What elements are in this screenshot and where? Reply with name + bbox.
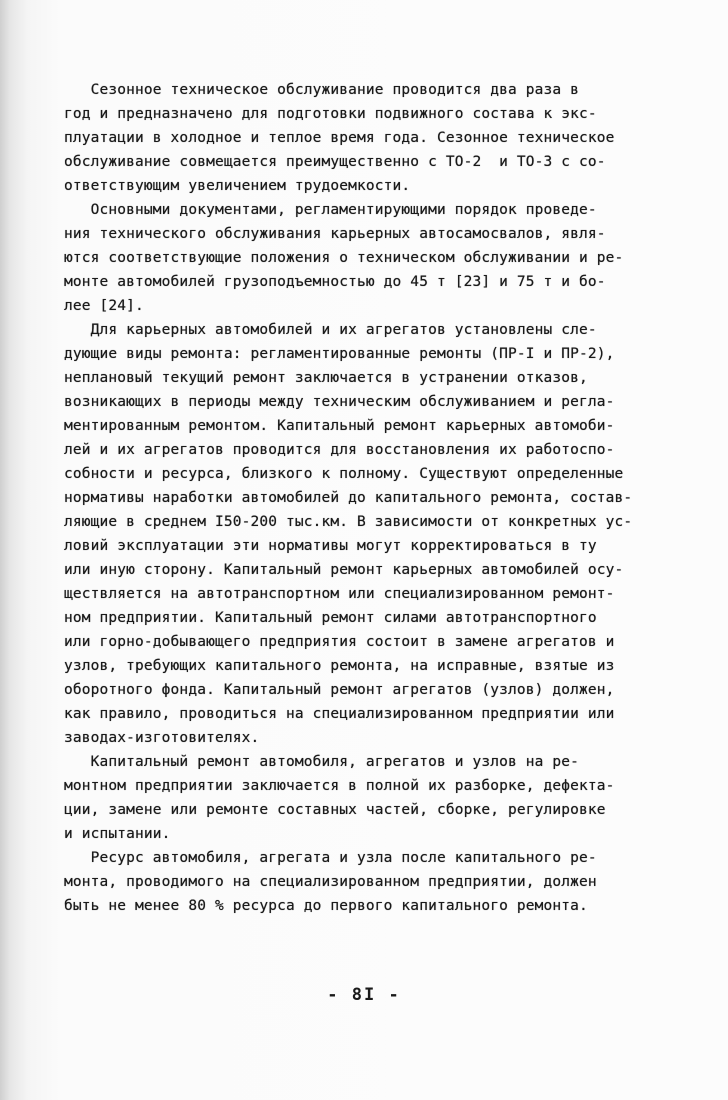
text-line: лей и их агрегатов проводится для восстановления их работоспо- — [64, 442, 615, 458]
text-line: и испытании. — [64, 826, 171, 842]
text-line: неплановый текущий ремонт заключается в устранении отказов, — [64, 370, 588, 386]
text-line: Капитальный ремонт автомобиля, агрегатов и узлов на ре- — [64, 754, 580, 770]
text-line: возникающих в периоды между техническим обслуживанием и регла- — [64, 394, 615, 410]
text-line: быть не менее 80 % ресурса до первого капитального ремонта. — [64, 898, 588, 914]
text-line: ответствующим увеличением трудоемкости. — [64, 178, 411, 194]
text-line: дующие виды ремонта: регламентированные ремонты (ПР-I и ПР-2), — [64, 346, 615, 362]
text-line: монта, проводимого на специализированном предприятии, должен — [64, 874, 597, 890]
text-line: лее [24]. — [64, 298, 144, 314]
text-line: монтном предприятии заключается в полной их разборке, дефекта- — [64, 778, 615, 794]
text-line: Сезонное техническое обслуживание проводится два раза в — [64, 82, 580, 98]
text-line: заводах-изготовителях. — [64, 730, 260, 746]
text-line: ния технического обслуживания карьерных автосамосвалов, явля- — [64, 226, 606, 242]
text-line: оборотного фонда. Капитальный ремонт агрегатов (узлов) должен, — [64, 682, 615, 698]
text-line: год и предназначено для подготовки подвижного состава к экс- — [64, 106, 597, 122]
text-line: или горно-добывающего предприятия состоит в замене агрегатов и — [64, 634, 615, 650]
text-line: Для карьерных автомобилей и их агрегатов установлены сле- — [64, 322, 597, 338]
text-line: ном предприятии. Капитальный ремонт силами автотранспортного — [64, 610, 597, 626]
text-line: или иную сторону. Капитальный ремонт карьерных автомобилей осу- — [64, 562, 624, 578]
text-line: Основными документами, регламентирующими порядок проведе- — [64, 202, 597, 218]
text-line: Ресурс автомобиля, агрегата и узла после капитального ре- — [64, 850, 597, 866]
text-line: монте автомобилей грузоподъемностью до 45 т [23] и 75 т и бо- — [64, 274, 606, 290]
text-line: собности и ресурса, близкого к полному. Существуют определенные — [64, 466, 624, 482]
text-line: ции, замене или ремонте составных частей, сборке, регулировке — [64, 802, 606, 818]
text-line: ществляется на автотранспортном или специализированном ремонт- — [64, 586, 615, 602]
text-line: ются соответствующие положения о техническом обслуживании и ре- — [64, 250, 624, 266]
body-text — [64, 78, 674, 918]
page-number: - 8I - — [327, 985, 401, 1005]
text-line: ляющие в среднем I50-200 тыс.км. В зависимости от конкретных ус- — [64, 514, 633, 530]
text-line: обслуживание совмещается преимущественно с ТО-2 и ТО-3 с со- — [64, 154, 606, 170]
text-line: нормативы наработки автомобилей до капитального ремонта, состав- — [64, 490, 633, 506]
text-line: ловий эксплуатации эти нормативы могут корректироваться в ту — [64, 538, 597, 554]
text-line: ментированным ремонтом. Капитальный ремонт карьерных автомоби- — [64, 418, 615, 434]
text-line: как правило, проводиться на специализированном предприятии или — [64, 706, 615, 722]
text-line: плуатации в холодное и теплое время года. Сезонное техническое — [64, 130, 615, 146]
text-line: узлов, требующих капитального ремонта, на исправные, взятые из — [64, 658, 615, 674]
